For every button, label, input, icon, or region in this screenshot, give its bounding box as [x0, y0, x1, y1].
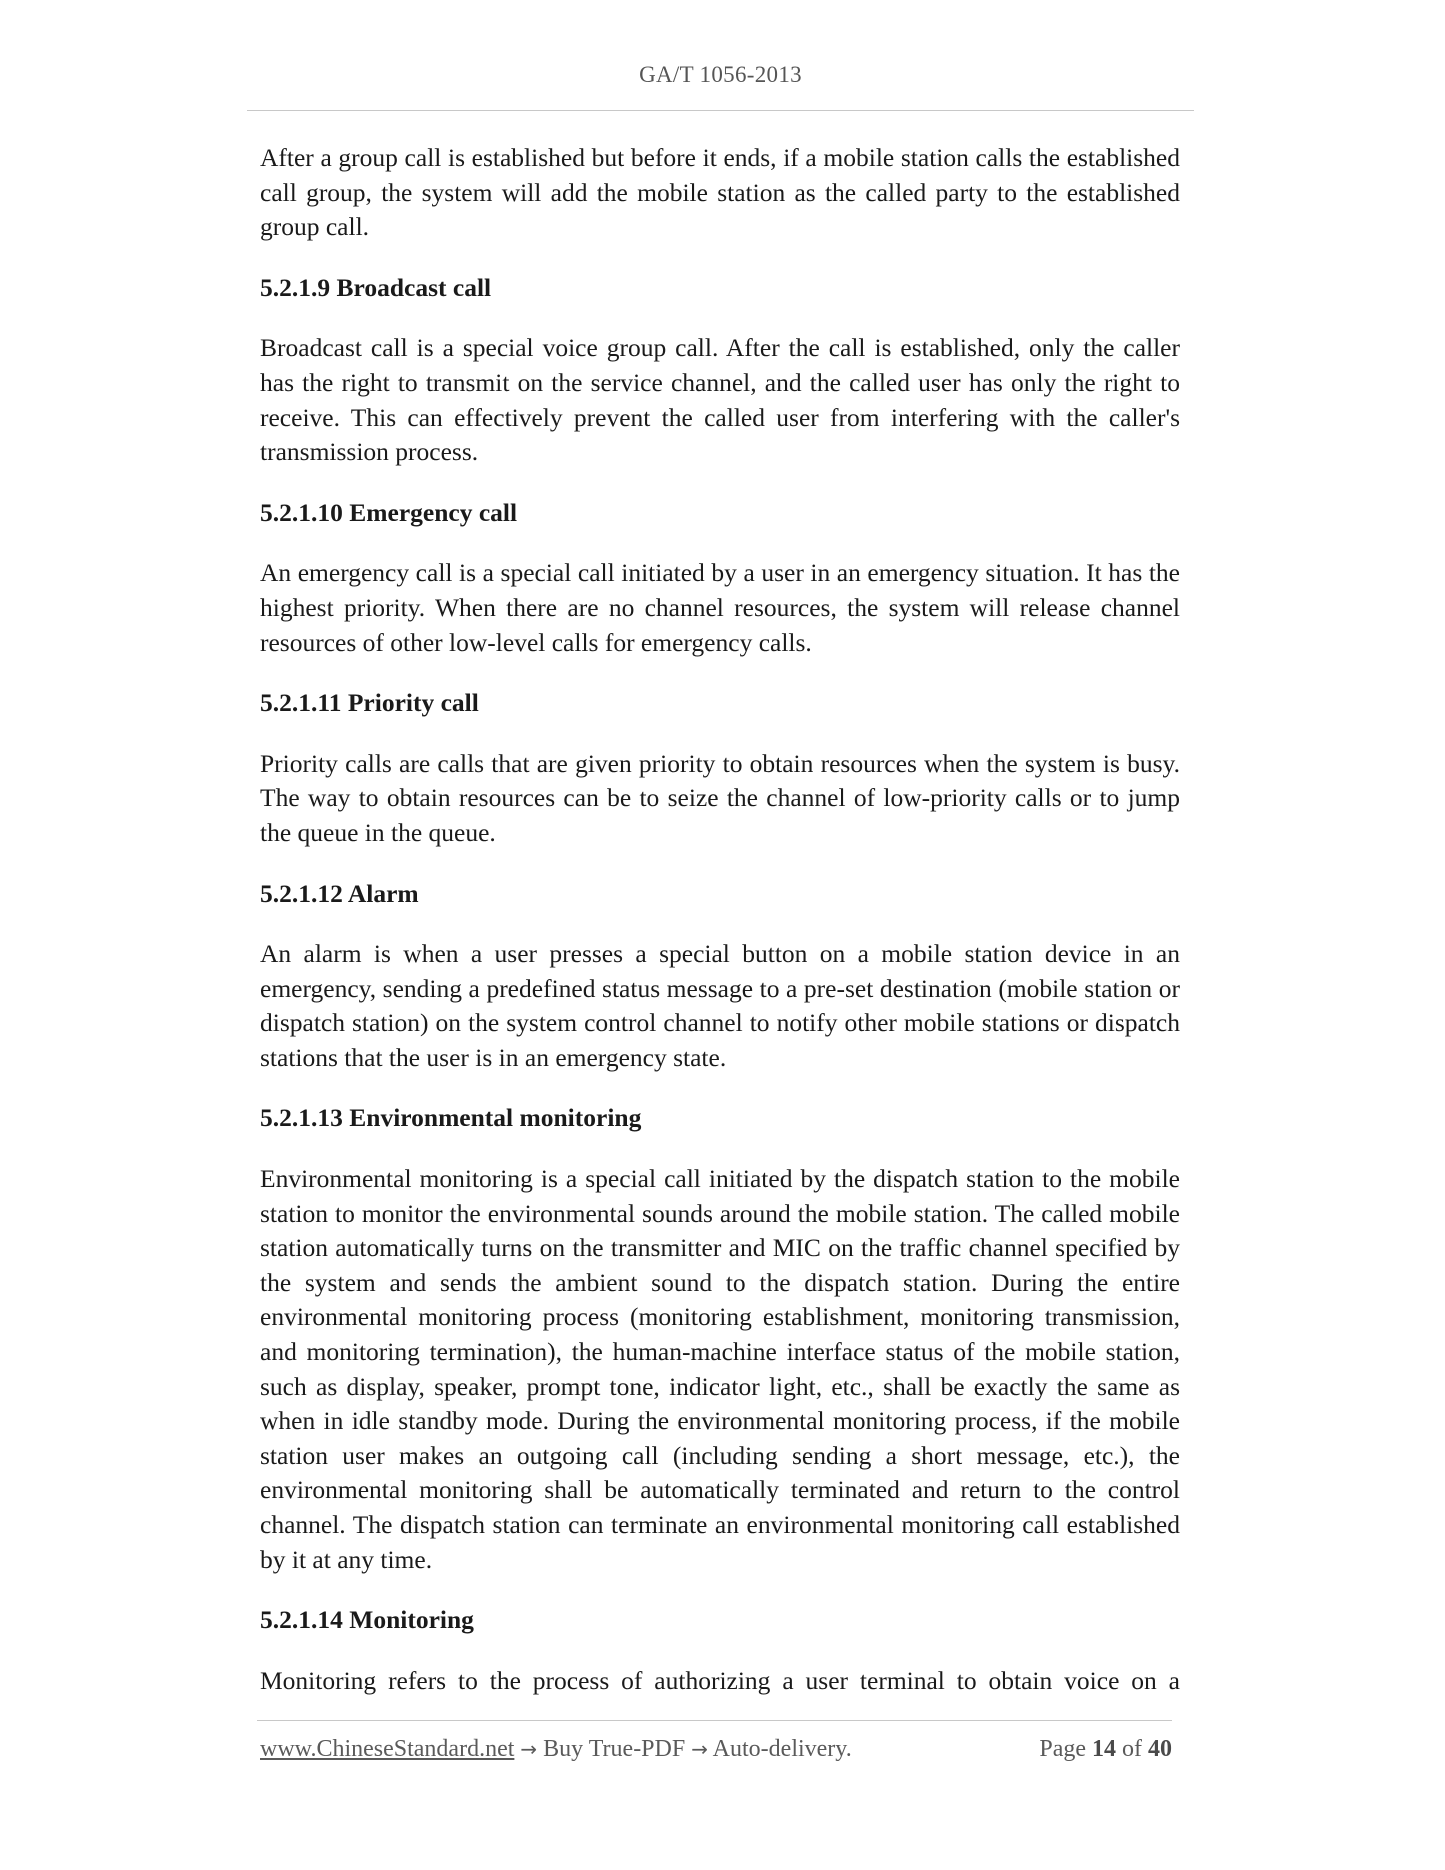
section-heading-priority-call: 5.2.1.11 Priority call — [260, 688, 479, 718]
paragraph: Monitoring refers to the process of authorizing a user terminal to obtain voice on a — [260, 1665, 1180, 1695]
of-label: of — [1122, 1736, 1142, 1762]
paragraph: An emergency call is a special call initiated by a user in an emergency situation. It has the highest priority. When there are no channel resources, the system will release channel resources of other low-level calls for emergency calls. — [260, 558, 1180, 657]
page-indicator — [1039, 1736, 1172, 1763]
section-heading-monitoring: 5.2.1.14 Monitoring — [260, 1605, 474, 1635]
document-body — [260, 141, 1180, 1724]
footer-divider — [257, 1720, 1172, 1721]
section-heading-broadcast-call: 5.2.1.9 Broadcast call — [260, 272, 492, 302]
header-divider — [247, 110, 1194, 111]
page-label: Page — [1039, 1736, 1086, 1762]
delivery-text: Auto-delivery. — [712, 1736, 852, 1762]
paragraph: An alarm is when a user presses a special button on a mobile station device in an emergency, sending a predefined status message to a pre-set destination (mobile station or dispatch station) on the system control channel to notify other mobile stations or dispatch stations that the user is in an emergency state. — [260, 939, 1180, 1072]
document-code-header: GA/T 1056-2013 — [639, 62, 802, 87]
total-pages: 40 — [1148, 1736, 1172, 1762]
arrow-right-icon: → — [691, 1737, 708, 1761]
paragraph: Priority calls are calls that are given priority to obtain resources when the system is busy. The way to obtain resources can be to seize the channel of low-priority calls or to jump the queue in the queue. — [260, 748, 1180, 847]
page-number: 14 — [1092, 1736, 1116, 1762]
section-heading-environmental-monitoring: 5.2.1.13 Environmental monitoring — [260, 1103, 642, 1133]
paragraph: After a group call is established but before it ends, if a mobile station calls the established call group, the system will add the mobile station as the called party to the established group call. — [260, 143, 1180, 242]
paragraph: Broadcast call is a special voice group call. After the call is established, only the caller has the right to transmit on the service channel, and the called user has only the right to receive. This can effectively prevent the called user from interfering with the caller's transmission process. — [260, 333, 1180, 467]
site-link[interactable]: www.ChineseStandard.net — [260, 1736, 515, 1762]
paragraph: Environmental monitoring is a special call initiated by the dispatch station to the mobile station to monitor the environmental sounds around the mobile station. The called mobile station automatically turns on the transmitter and MIC on the traffic channel specified by the system and sends the ambient sound to the dispatch station. During the entire environmental monitoring process (monitoring establishment, monitoring transmission, and monitoring termination), the human-machine interface status of the mobile station, such as display, speaker, prompt tone, indicator light, etc., shall be exactly the same as when in idle standby mode. During the environmental monitoring process, if the mobile station user makes an outgoing call (including sending a short message, etc.), the environmental monitoring shall be automatically terminated and return to the control channel. The dispatch station can terminate an environmental monitoring call established by it at any time. — [260, 1164, 1180, 1574]
footer-promo — [260, 1736, 852, 1763]
section-heading-alarm: 5.2.1.12 Alarm — [260, 878, 419, 908]
page-footer — [260, 1736, 1172, 1763]
buy-text: Buy True-PDF — [543, 1736, 686, 1762]
section-heading-emergency-call: 5.2.1.10 Emergency call — [260, 497, 518, 527]
arrow-right-icon: → — [520, 1737, 538, 1761]
